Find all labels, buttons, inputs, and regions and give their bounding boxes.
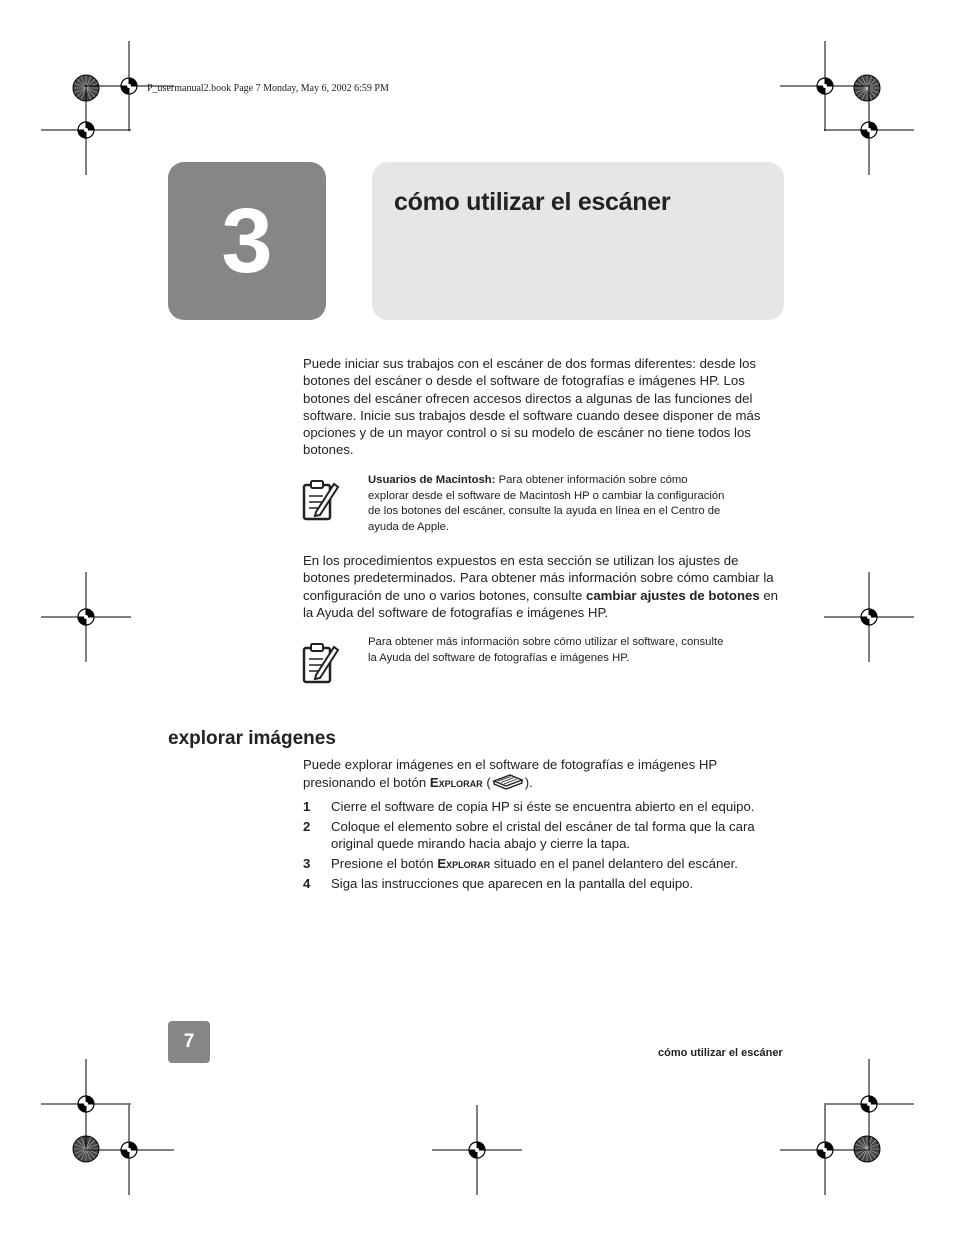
list-item bbox=[303, 818, 783, 853]
section-heading: explorar imágenes bbox=[168, 728, 336, 749]
explorar-button-name: Explorar bbox=[437, 856, 491, 872]
macintosh-note-label: Usuarios de Macintosh: bbox=[368, 474, 496, 486]
note-icon bbox=[300, 639, 342, 687]
para2-text-end: en la Ayuda del software de fotografías e imágenes HP. bbox=[303, 587, 779, 620]
para2-text-start: En los procedimientos expuestos en esta sección se utilizan los ajustes de botones predeterminados. Para obtener más información sobre cómo cambiar la configuración de uno o varios botones, consulte bbox=[303, 553, 774, 603]
macintosh-note bbox=[368, 473, 728, 535]
step-text: Siga las instrucciones que aparecen en la pantalla del equipo. bbox=[331, 875, 694, 891]
step-text: Coloque el elemento sobre el cristal del escáner de tal forma que la cara original quede mirando hacia abajo y cierre la tapa. bbox=[331, 818, 755, 852]
running-footer: cómo utilizar el escáner bbox=[658, 1047, 783, 1059]
page-number-box bbox=[168, 1021, 210, 1063]
software-help-note: Para obtener más información sobre cómo utilizar el software, consulte la Ayuda del software de fotografías e imágenes HP. bbox=[368, 636, 724, 664]
section-intro bbox=[303, 756, 773, 792]
section-intro-paren: ( bbox=[482, 775, 491, 791]
explorar-button-name: Explorar bbox=[429, 775, 483, 791]
step-text bbox=[331, 855, 738, 872]
step-text-end: situado en el panel delantero del escáner. bbox=[490, 856, 738, 872]
page-number: 7 bbox=[183, 1031, 195, 1052]
button-settings-paragraph bbox=[303, 552, 785, 621]
chapter-title-box bbox=[372, 162, 784, 320]
chapter-number: 3 bbox=[221, 190, 273, 292]
button-settings-reference: cambiar ajustes de botones bbox=[585, 587, 760, 603]
step-number: 2 bbox=[303, 818, 311, 834]
list-item bbox=[303, 875, 783, 892]
section-intro-text: Puede explorar imágenes en el software de fotografías e imágenes HP presionando el botón bbox=[303, 757, 717, 791]
macintosh-note-text: Para obtener información sobre cómo explorar desde el software de Macintosh HP o cambiar la configuración de los botones del escáner, consulte la ayuda en línea en el Centro de ayuda de Apple. bbox=[368, 474, 725, 533]
step-number: 3 bbox=[303, 856, 311, 872]
chapter-title: cómo utilizar el escáner bbox=[394, 188, 671, 216]
note-icon bbox=[300, 476, 342, 524]
step-text-start: Presione el botón bbox=[331, 856, 438, 872]
print-slug: P_usermanual2.book Page 7 Monday, May 6, 2002 6:59 PM bbox=[147, 83, 389, 94]
section-intro-end: ). bbox=[524, 775, 533, 791]
chapter-number-box bbox=[168, 162, 326, 320]
intro-paragraph: Puede iniciar sus trabajos con el escáner de dos formas diferentes: desde los botones del escáner o desde el software de fotografías e imágenes HP. Los botones del escáner ofrecen accesos directos a algunas de las funciones del software. Inicie sus trabajos desde el software cuando desee disponer de más opciones y de un mayor control o si su modelo de escáner no tiene todos los botones. bbox=[303, 356, 761, 458]
step-text: Cierre el software de copia HP si éste se encuentra abierto en el equipo. bbox=[331, 799, 755, 814]
scanner-icon bbox=[491, 773, 525, 791]
list-item bbox=[303, 798, 783, 815]
step-number: 4 bbox=[303, 875, 311, 891]
list-item bbox=[303, 855, 783, 872]
step-number: 1 bbox=[303, 799, 311, 814]
steps-list bbox=[303, 798, 783, 895]
